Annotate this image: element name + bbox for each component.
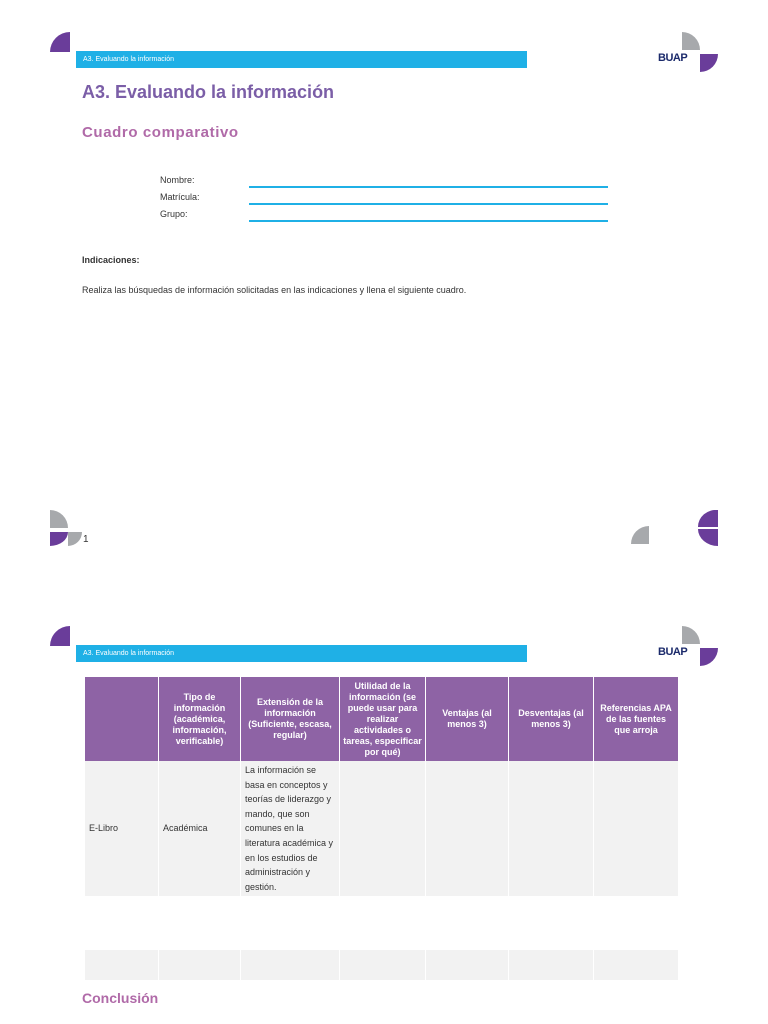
matricula-label: Matrícula: xyxy=(160,192,200,202)
table-row xyxy=(85,761,678,896)
table-cell[interactable] xyxy=(340,950,425,980)
group-field[interactable] xyxy=(249,220,608,222)
table-cell[interactable] xyxy=(426,950,508,980)
table-cell[interactable] xyxy=(509,761,593,896)
page-title: A3. Evaluando la información xyxy=(82,82,335,102)
table-row xyxy=(85,950,678,980)
footer-gray-shape-icon xyxy=(631,526,649,544)
table-header-row xyxy=(85,677,678,761)
table-cell[interactable] xyxy=(340,761,425,896)
corner-decoration-icon xyxy=(50,626,70,646)
table-cell[interactable] xyxy=(426,761,508,896)
table-cell[interactable]: La información se basa en conceptos y teorías de liderazgo y mando, que son comunes en la literatura académica y en los estudios de administración y gestión. xyxy=(241,761,339,896)
table-cell[interactable] xyxy=(159,950,240,980)
footer-purple-shape-icon xyxy=(698,510,718,546)
corner-decoration-icon xyxy=(50,32,70,52)
page-number: 1 xyxy=(83,534,89,545)
table-header-cell xyxy=(85,677,158,761)
table-header-cell: Extensión de la información (Suficiente, escasa, regular) xyxy=(241,677,339,761)
name-field[interactable] xyxy=(249,186,608,188)
header-bar: A3. Evaluando la información xyxy=(76,645,527,662)
name-label: Nombre: xyxy=(160,175,195,185)
table-cell[interactable] xyxy=(509,950,593,980)
page-subtitle: Cuadro comparativo xyxy=(82,124,239,141)
indications-title: Indicaciones: xyxy=(82,255,140,265)
conclusion-title: Conclusión xyxy=(82,990,159,1006)
table-header-cell: Ventajas (al menos 3) xyxy=(426,677,508,761)
group-label: Grupo: xyxy=(160,209,188,219)
buap-logo xyxy=(654,626,718,666)
table-cell[interactable] xyxy=(594,950,678,980)
logo-text: BUAP xyxy=(658,52,688,64)
footer-left-decoration-icon xyxy=(50,510,86,546)
table-header-cell: Desventajas (al menos 3) xyxy=(509,677,593,761)
table-cell[interactable] xyxy=(594,761,678,896)
table-spacer xyxy=(85,896,678,950)
table-header-cell: Tipo de información (académica, información, verificable) xyxy=(159,677,240,761)
comparison-table xyxy=(84,677,679,980)
logo-text: BUAP xyxy=(658,646,688,658)
header-bar: A3. Evaluando la información xyxy=(76,51,527,68)
table-header-cell: Utilidad de la información (se puede usar para realizar actividades o tareas, especificar por qué) xyxy=(340,677,425,761)
indications-text: Realiza las búsquedas de información solicitadas en las indicaciones y llena el siguiente cuadro. xyxy=(82,285,467,295)
table-cell[interactable] xyxy=(85,950,158,980)
table-header-cell: Referencias APA de las fuentes que arroja xyxy=(594,677,678,761)
buap-logo xyxy=(654,32,718,72)
table-cell[interactable]: E-Libro xyxy=(85,761,158,896)
matricula-field[interactable] xyxy=(249,203,608,205)
table-cell[interactable]: Académica xyxy=(159,761,240,896)
table-cell[interactable] xyxy=(241,950,339,980)
